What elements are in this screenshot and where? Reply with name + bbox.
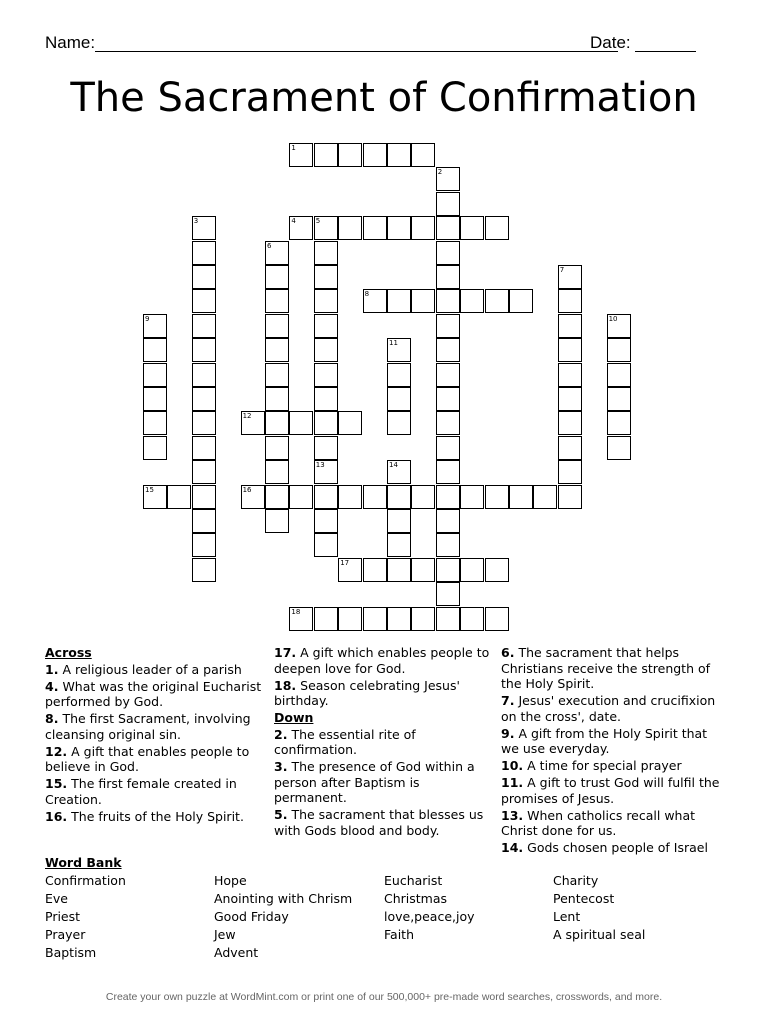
crossword-cell[interactable]: [387, 363, 411, 387]
crossword-cell[interactable]: [436, 411, 460, 435]
crossword-cell[interactable]: [241, 485, 265, 509]
crossword-cell[interactable]: [558, 387, 582, 411]
crossword-cell[interactable]: [314, 289, 338, 313]
crossword-cell[interactable]: [436, 167, 460, 191]
crossword-cell[interactable]: [192, 485, 216, 509]
clue-across-16: 16. The fruits of the Holy Spirit.: [45, 808, 244, 824]
crossword-cell[interactable]: [387, 216, 411, 240]
crossword-cell[interactable]: [314, 216, 338, 240]
crossword-cell[interactable]: [411, 558, 435, 582]
crossword-cell[interactable]: [314, 460, 338, 484]
crossword-cell[interactable]: [265, 436, 289, 460]
word-bank-item: Hope: [214, 873, 247, 888]
crossword-cell[interactable]: [265, 314, 289, 338]
word-bank-item: Baptism: [45, 945, 97, 960]
clues-column-2: [274, 645, 496, 840]
crossword-cell[interactable]: [558, 265, 582, 289]
crossword-cell[interactable]: [192, 289, 216, 313]
word-bank-item: Prayer: [45, 927, 86, 942]
crossword-cell[interactable]: [143, 411, 167, 435]
crossword-cell[interactable]: [314, 363, 338, 387]
crossword-cell[interactable]: [363, 558, 387, 582]
crossword-cell[interactable]: [607, 387, 631, 411]
crossword-cell[interactable]: [338, 143, 362, 167]
clue-number: 2: [437, 168, 443, 177]
word-bank-item: Pentecost: [553, 891, 615, 906]
crossword-cell[interactable]: [411, 143, 435, 167]
crossword-cell[interactable]: [363, 143, 387, 167]
crossword-cell[interactable]: [314, 241, 338, 265]
crossword-cell[interactable]: [314, 485, 338, 509]
crossword-cell[interactable]: [436, 338, 460, 362]
crossword-cell[interactable]: [436, 216, 460, 240]
word-bank-item: Eucharist: [384, 873, 443, 888]
crossword-cell[interactable]: [509, 485, 533, 509]
word-bank-item: Eve: [45, 891, 68, 906]
word-bank-column-1: [45, 872, 126, 962]
crossword-cell[interactable]: [387, 411, 411, 435]
word-bank-item: Lent: [553, 909, 581, 924]
crossword-cell[interactable]: [192, 338, 216, 362]
crossword-cell[interactable]: [436, 241, 460, 265]
crossword-cell[interactable]: [387, 289, 411, 313]
word-bank-title: Word Bank: [45, 855, 122, 870]
crossword-cell[interactable]: [265, 363, 289, 387]
crossword-cell[interactable]: [387, 607, 411, 631]
clue-across-18: 18. Season celebrating Jesus' birthday.: [274, 677, 460, 708]
clue-number: 10: [608, 314, 618, 323]
crossword-cell[interactable]: [411, 216, 435, 240]
crossword-cell[interactable]: [436, 289, 460, 313]
crossword-cell[interactable]: [192, 533, 216, 557]
clue-number: 18: [291, 607, 301, 616]
clue-across-8: 8. The first Sacrament, involving cleansing original sin.: [45, 711, 251, 742]
crossword-cell[interactable]: [558, 460, 582, 484]
crossword-cell[interactable]: [558, 289, 582, 313]
crossword-cell[interactable]: [289, 485, 313, 509]
crossword-cell[interactable]: [460, 485, 484, 509]
crossword-cell[interactable]: [265, 460, 289, 484]
crossword-cell[interactable]: [387, 387, 411, 411]
crossword-cell[interactable]: [265, 485, 289, 509]
clue-down-11: 11. A gift to trust God will fulfil the promises of Jesus.: [501, 775, 720, 806]
crossword-cell[interactable]: [387, 485, 411, 509]
clue-number: 11: [389, 339, 398, 348]
crossword-cell[interactable]: [436, 436, 460, 460]
crossword-cell[interactable]: [387, 143, 411, 167]
crossword-cell[interactable]: [558, 485, 582, 509]
crossword-cell[interactable]: [192, 558, 216, 582]
crossword-cell[interactable]: [387, 558, 411, 582]
word-bank-item: Advent: [214, 945, 259, 960]
crossword-cell[interactable]: [192, 436, 216, 460]
crossword-cell[interactable]: [509, 289, 533, 313]
clue-across-17: 17. A gift which enables people to deepen love for God.: [274, 645, 490, 676]
word-bank-item: Confirmation: [45, 873, 126, 888]
crossword-cell[interactable]: [265, 241, 289, 265]
word-bank-column-3: [384, 872, 475, 944]
crossword-cell[interactable]: [338, 411, 362, 435]
date-label: Date:: [590, 33, 631, 52]
crossword-cell[interactable]: [607, 411, 631, 435]
clue-down-14: 14. Gods chosen people of Israel: [501, 840, 708, 855]
word-bank-item: Christmas: [384, 891, 448, 906]
crossword-cell[interactable]: [338, 216, 362, 240]
crossword-cell[interactable]: [241, 411, 265, 435]
clue-down-10: 10. A time for special prayer: [501, 758, 682, 773]
word-bank-column-4: [553, 872, 645, 944]
crossword-cell[interactable]: [558, 314, 582, 338]
word-bank-item: Priest: [45, 909, 81, 924]
clue-down-7: 7. Jesus' execution and crucifixion on the cross', date.: [501, 693, 716, 724]
crossword-cell[interactable]: [436, 558, 460, 582]
crossword-cell[interactable]: [607, 314, 631, 338]
crossword-cell[interactable]: [485, 607, 509, 631]
crossword-cell[interactable]: [558, 363, 582, 387]
clue-number: 16: [242, 485, 252, 494]
footer-note: Create your own puzzle at WordMint.com or print one of our 500,000+ pre-made word searches, crosswords, and more.: [105, 991, 663, 1003]
crossword-cell[interactable]: [363, 289, 387, 313]
name-label: Name:: [45, 33, 96, 52]
crossword-cell[interactable]: [411, 485, 435, 509]
word-bank-item: love,peace,joy: [384, 909, 475, 924]
crossword-cell[interactable]: [436, 387, 460, 411]
clue-number: 7: [559, 266, 565, 274]
crossword-cell[interactable]: [192, 411, 216, 435]
crossword-cell[interactable]: [265, 387, 289, 411]
down-heading: Down: [274, 710, 314, 725]
clue-number: 8: [364, 290, 370, 299]
crossword-cell[interactable]: [289, 143, 313, 167]
crossword-cell[interactable]: [314, 338, 338, 362]
clue-down-5: 5. The sacrament that blesses us with Gods blood and body.: [274, 807, 484, 838]
clue-number: 14: [389, 461, 398, 470]
clue-across-1: 1. A religious leader of a parish: [45, 661, 242, 677]
crossword-cell[interactable]: [485, 485, 509, 509]
crossword-cell[interactable]: [607, 436, 631, 460]
crossword-cell[interactable]: [314, 143, 338, 167]
crossword-cell[interactable]: [192, 509, 216, 533]
clue-across-15: 15. The first female created in Creation.: [45, 776, 237, 807]
crossword-cell[interactable]: [289, 216, 313, 240]
crossword-cell[interactable]: [485, 289, 509, 313]
word-bank-item: Good Friday: [214, 909, 289, 924]
clue-down-9: 9. A gift from the Holy Spirit that we use everyday.: [501, 725, 708, 756]
clue-number: 4: [291, 217, 296, 226]
crossword-cell[interactable]: [485, 216, 509, 240]
crossword-cell[interactable]: [387, 509, 411, 533]
crossword-cell[interactable]: [192, 216, 216, 240]
word-bank-item: Faith: [384, 927, 414, 942]
clue-down-2: 2. The essential rite of confirmation.: [274, 726, 416, 757]
crossword-cell[interactable]: [192, 241, 216, 265]
crossword-cell[interactable]: [265, 265, 289, 289]
clue-number: 17: [340, 558, 350, 567]
crossword-cell[interactable]: [143, 314, 167, 338]
crossword-cell[interactable]: [460, 216, 484, 240]
clue-number: 9: [145, 314, 150, 323]
crossword-cell[interactable]: [607, 338, 631, 362]
crossword-cell[interactable]: [143, 485, 167, 509]
crossword-cell[interactable]: [436, 265, 460, 289]
crossword-cell[interactable]: [387, 460, 411, 484]
crossword-cell[interactable]: [192, 387, 216, 411]
clue-number: 3: [193, 217, 199, 226]
crossword-cell[interactable]: [436, 460, 460, 484]
crossword-cell[interactable]: [436, 607, 460, 631]
clue-down-3: 3. The presence of God within a person after Baptism is permanent.: [274, 759, 475, 805]
word-bank-item: Charity: [553, 873, 599, 888]
crossword-cell[interactable]: [314, 265, 338, 289]
clue-down-13: 13. When catholics recall what Christ done for us.: [501, 807, 696, 838]
word-bank-column-2: [214, 872, 352, 962]
crossword-cell[interactable]: [167, 485, 191, 509]
crossword-cell[interactable]: [460, 289, 484, 313]
clue-across-4: 4. What was the original Eucharist performed by God.: [45, 678, 262, 709]
clue-number: 15: [145, 485, 154, 494]
crossword-cell[interactable]: [460, 558, 484, 582]
crossword-cell[interactable]: [411, 607, 435, 631]
clues-column-3: [501, 645, 723, 857]
crossword-cell[interactable]: [314, 436, 338, 460]
crossword-cell[interactable]: [460, 607, 484, 631]
crossword-cell[interactable]: [314, 387, 338, 411]
crossword-cell[interactable]: [314, 607, 338, 631]
crossword-cell[interactable]: [338, 607, 362, 631]
crossword-cell[interactable]: [436, 485, 460, 509]
crossword-cell[interactable]: [387, 338, 411, 362]
crossword-cell[interactable]: [143, 338, 167, 362]
clue-number: 13: [315, 461, 325, 470]
clue-down-6: 6. The sacrament that helps Christians receive the strength of the Holy Spirit.: [501, 645, 711, 691]
crossword-cell[interactable]: [436, 533, 460, 557]
crossword-cell[interactable]: [607, 363, 631, 387]
crossword-cell[interactable]: [338, 558, 362, 582]
crossword-cell[interactable]: [289, 411, 313, 435]
crossword-cell[interactable]: [143, 436, 167, 460]
crossword-cell[interactable]: [314, 533, 338, 557]
across-heading: Across: [45, 645, 92, 660]
crossword-cell[interactable]: [387, 533, 411, 557]
crossword-cell[interactable]: [533, 485, 557, 509]
crossword-cell[interactable]: [265, 509, 289, 533]
crossword-cell[interactable]: [265, 411, 289, 435]
crossword-cell[interactable]: [436, 509, 460, 533]
crossword-cell[interactable]: [143, 387, 167, 411]
clue-number: 1: [291, 144, 296, 152]
crossword-cell[interactable]: [411, 289, 435, 313]
crossword-cell[interactable]: [558, 338, 582, 362]
crossword-cell[interactable]: [192, 265, 216, 289]
crossword-cell[interactable]: [192, 314, 216, 338]
crossword-cell[interactable]: [289, 607, 313, 631]
crossword-cell[interactable]: [436, 314, 460, 338]
crossword-cell[interactable]: [314, 509, 338, 533]
word-bank-item: Anointing with Chrism: [214, 891, 353, 906]
crossword-cell[interactable]: [485, 558, 509, 582]
clue-number: 12: [242, 412, 252, 421]
crossword-cell[interactable]: [192, 363, 216, 387]
clue-number: 5: [315, 217, 321, 226]
crossword-cell[interactable]: [436, 582, 460, 606]
word-bank-item: Jew: [214, 927, 236, 942]
crossword-cell[interactable]: [558, 411, 582, 435]
page-title: The Sacrament of Confirmation: [70, 75, 698, 121]
crossword-cell[interactable]: [265, 338, 289, 362]
crossword-cell[interactable]: [363, 485, 387, 509]
word-bank-item: A spiritual seal: [553, 927, 646, 942]
crossword-cell[interactable]: [192, 460, 216, 484]
crossword-cell[interactable]: [143, 363, 167, 387]
clue-number: 6: [267, 241, 272, 250]
crossword-cell[interactable]: [558, 436, 582, 460]
clues-column-1: [45, 645, 265, 826]
crossword-cell[interactable]: [363, 216, 387, 240]
crossword-cell[interactable]: [338, 485, 362, 509]
crossword-cell[interactable]: [436, 192, 460, 216]
clue-across-12: 12. A gift that enables people to believe in God.: [45, 743, 250, 774]
crossword-cell[interactable]: [363, 607, 387, 631]
crossword-cell[interactable]: [314, 411, 338, 435]
crossword-cell[interactable]: [436, 363, 460, 387]
crossword-cell[interactable]: [265, 289, 289, 313]
crossword-cell[interactable]: [314, 314, 338, 338]
